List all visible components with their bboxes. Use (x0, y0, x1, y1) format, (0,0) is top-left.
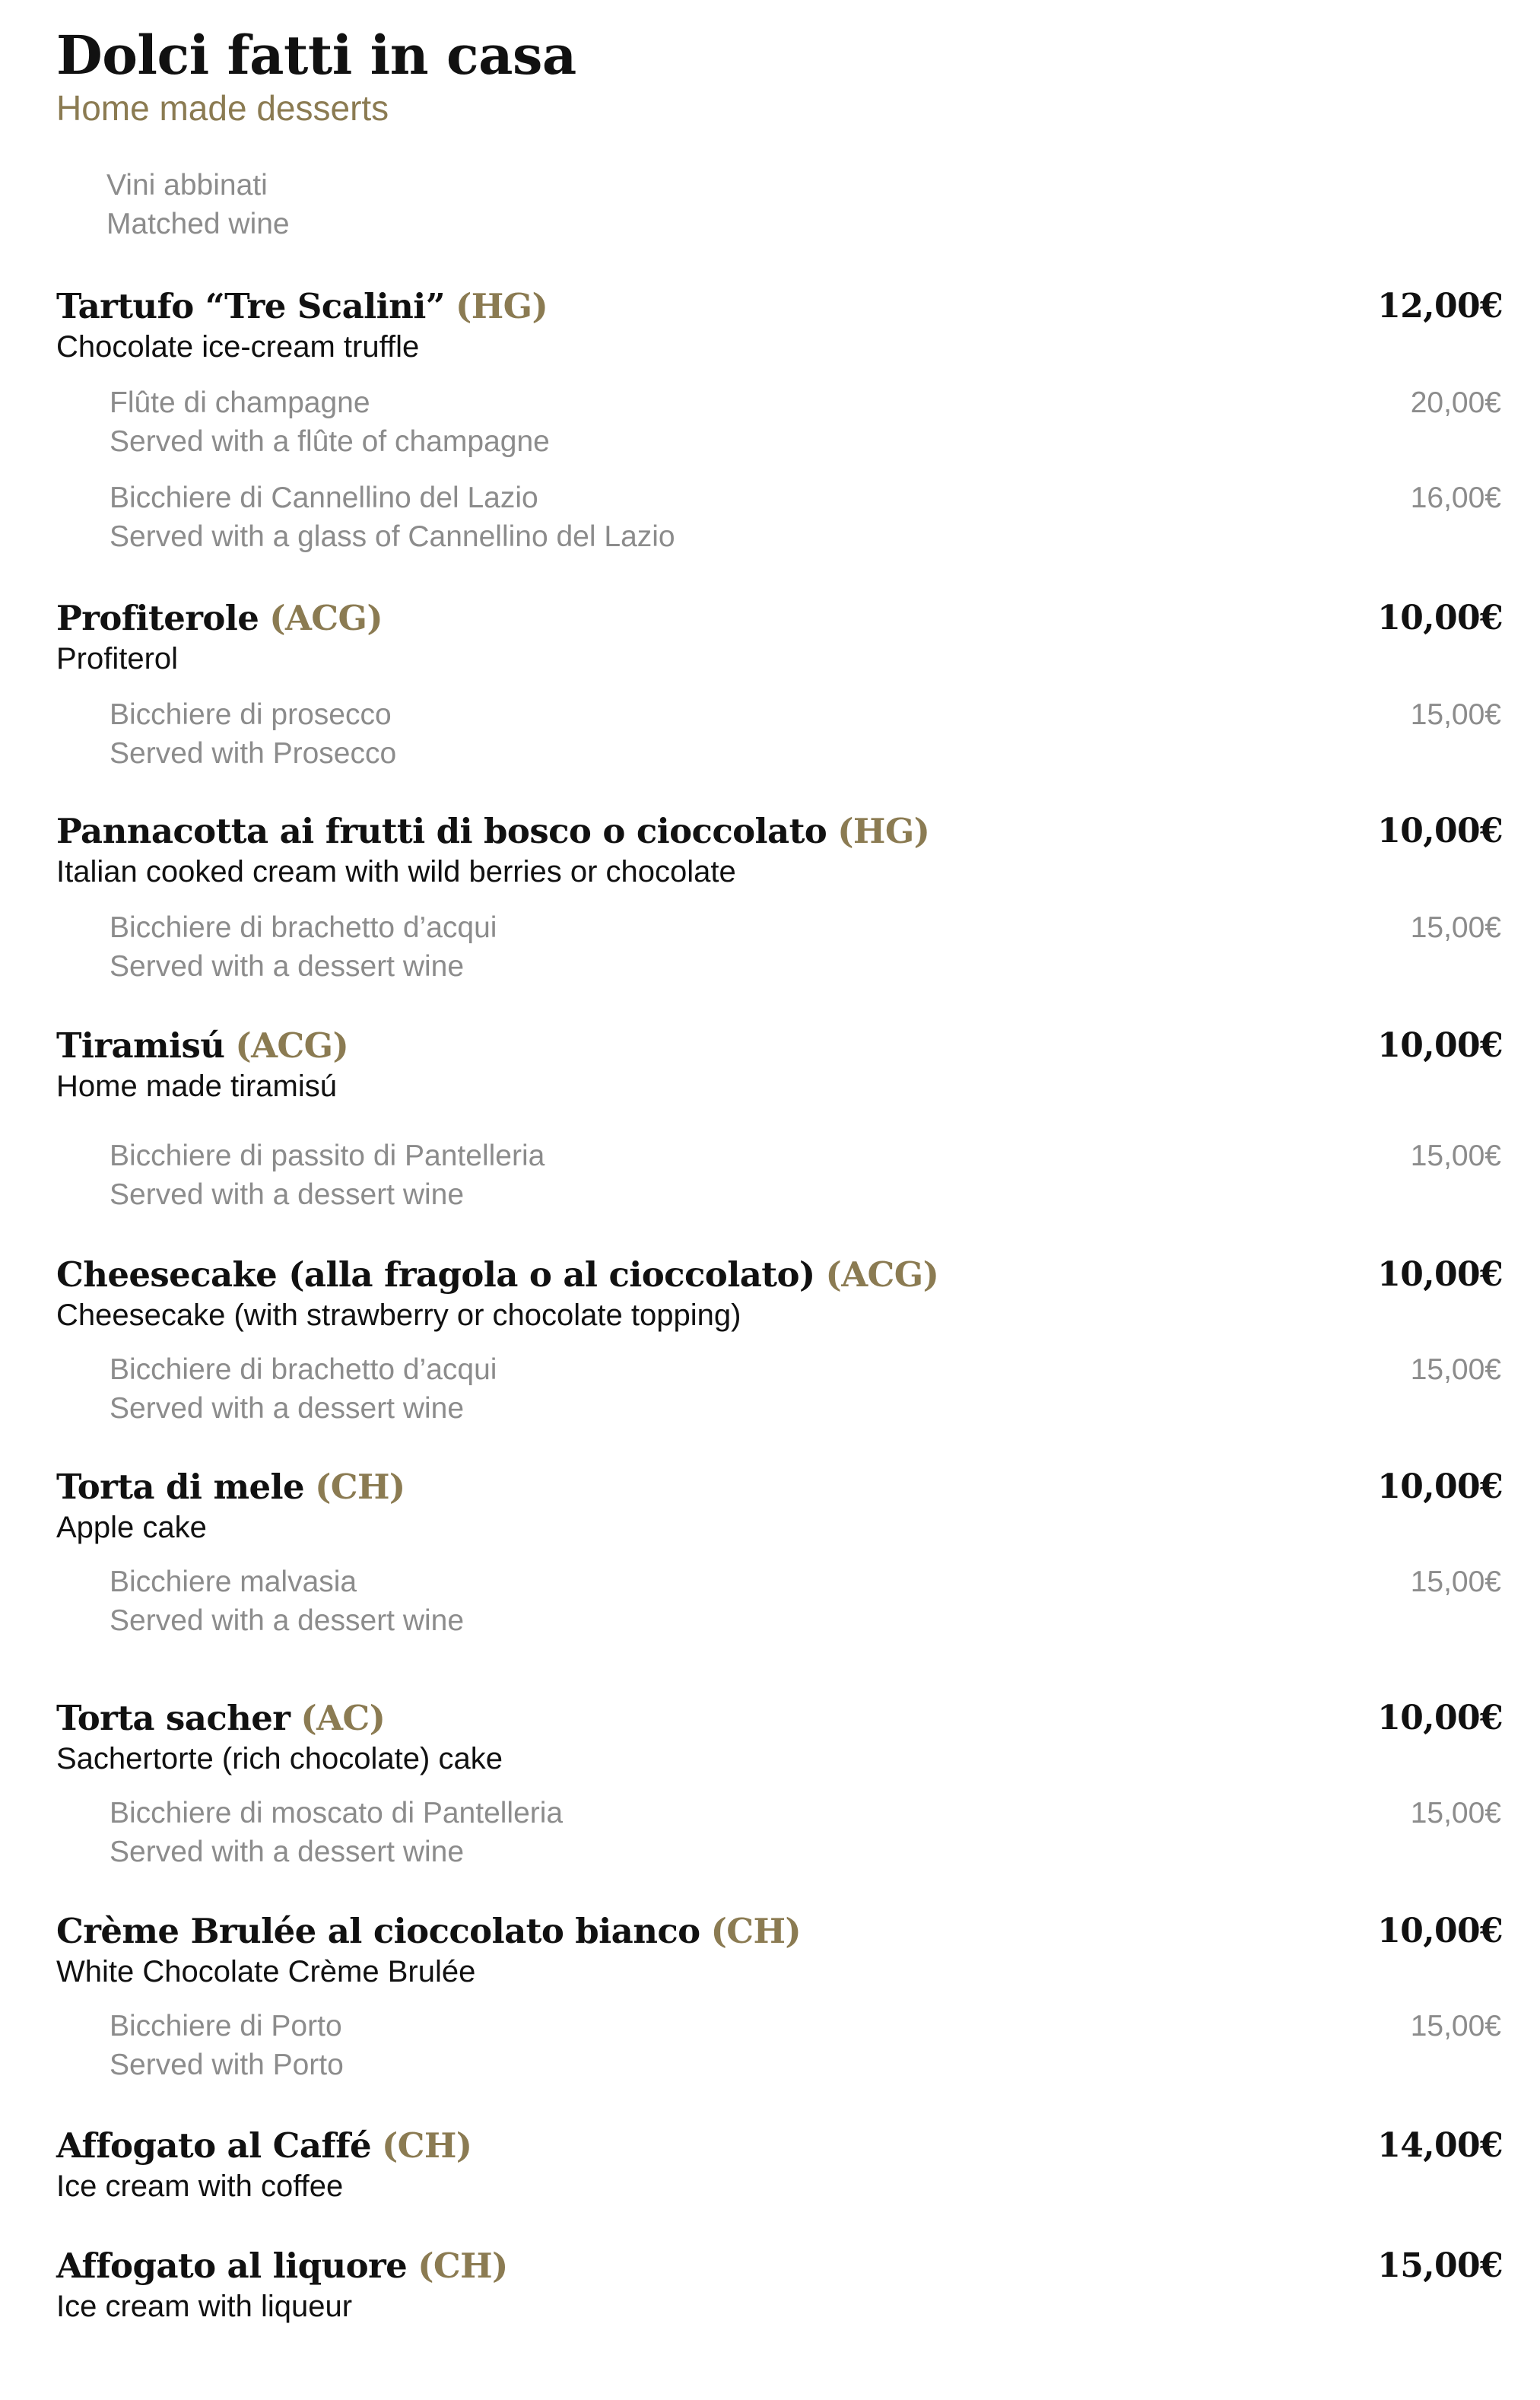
wine-price: 15,00€ (1410, 1353, 1501, 1386)
wine-pairing (110, 1350, 1501, 1429)
item-description: Ice cream with liqueur (56, 2290, 353, 2323)
item-name: Affogato al Caffé (56, 2125, 371, 2166)
wine-price: 15,00€ (1410, 911, 1501, 944)
item-price: 10,00€ (1377, 812, 1503, 850)
menu-item-header (56, 283, 1503, 330)
wine-name-italian: Bicchiere malvasia (110, 1566, 357, 1598)
wine-name-italian: Bicchiere di brachetto d’acqui (110, 911, 497, 944)
menu-item-header (56, 1022, 1503, 1070)
wine-name-english: Served with Porto (110, 2049, 344, 2081)
item-description: Sachertorte (rich chocolate) cake (56, 1742, 503, 1775)
allergen-code: (ACG) (825, 1254, 939, 1295)
item-description: Apple cake (56, 1511, 207, 1544)
allergen-code: (ACG) (235, 1025, 349, 1066)
menu-item-header (56, 1251, 1503, 1299)
wine-name-italian: Bicchiere di brachetto d’acqui (110, 1353, 497, 1386)
wine-price: 15,00€ (1410, 1797, 1501, 1829)
item-description: Cheesecake (with strawberry or chocolate topping) (56, 1299, 741, 1332)
item-description: Italian cooked cream with wild berries or chocolate (56, 855, 736, 888)
wine-name-english: Served with a dessert wine (110, 950, 465, 983)
wine-pairing (110, 1136, 1501, 1216)
allergen-code: (CH) (710, 1911, 802, 1951)
item-name: Cheesecake (alla fragola o al cioccolato) (56, 1254, 815, 1295)
wine-price: 15,00€ (1410, 698, 1501, 731)
wine-pairing (110, 908, 1501, 987)
item-price: 10,00€ (1377, 1026, 1503, 1065)
item-name: Tiramisú (56, 1025, 225, 1066)
item-name: Torta di mele (56, 1467, 305, 1507)
wine-pairing (110, 1794, 1501, 1873)
item-description: White Chocolate Crème Brulée (56, 1955, 476, 1988)
wine-name-english: Served with Prosecco (110, 737, 397, 770)
item-name: Crème Brulée al cioccolato bianco (56, 1911, 700, 1951)
wine-name-italian: Bicchiere di moscato di Pantelleria (110, 1797, 564, 1829)
wine-name-english: Served with a glass of Cannellino del Lazio (110, 520, 675, 553)
allergen-code: (AC) (300, 1698, 386, 1738)
allergen-code: (CH) (381, 2125, 472, 2166)
item-price: 10,00€ (1377, 1255, 1503, 1294)
wine-price: 15,00€ (1410, 1566, 1501, 1598)
wine-pairing (110, 2007, 1501, 2086)
item-price: 10,00€ (1377, 599, 1503, 637)
wine-price: 15,00€ (1410, 1140, 1501, 1172)
wine-legend-english: Matched wine (106, 208, 290, 240)
wine-pairing (110, 1562, 1501, 1642)
wine-price: 20,00€ (1410, 386, 1501, 419)
wine-name-italian: Bicchiere di prosecco (110, 698, 392, 731)
wine-legend-italian: Vini abbinati (106, 169, 268, 202)
wine-name-english: Served with a dessert wine (110, 1392, 465, 1425)
item-name: Pannacotta ai frutti di bosco o cioccolato (56, 811, 827, 851)
menu-item-header (56, 1695, 1503, 1742)
allergen-code: (HG) (837, 811, 930, 851)
allergen-code: (ACG) (269, 598, 383, 638)
menu-item-header (56, 808, 1503, 855)
item-description: Chocolate ice-cream truffle (56, 330, 420, 364)
item-description: Profiterol (56, 642, 179, 675)
wine-price: 15,00€ (1410, 2010, 1501, 2042)
item-name: Affogato al liquore (56, 2246, 408, 2286)
item-price: 14,00€ (1377, 2126, 1503, 2165)
item-price: 10,00€ (1377, 1699, 1503, 1737)
menu-item-header (56, 2122, 1503, 2170)
wine-pairing (110, 383, 1501, 463)
wine-pairing (110, 478, 1501, 558)
item-price: 12,00€ (1377, 287, 1503, 326)
item-name: Torta sacher (56, 1698, 291, 1738)
wine-price: 16,00€ (1410, 482, 1501, 514)
menu-item-header (56, 595, 1503, 642)
wine-name-italian: Flûte di champagne (110, 386, 370, 419)
page-subtitle: Home made desserts (56, 88, 389, 128)
item-price: 10,00€ (1377, 1467, 1503, 1506)
allergen-code: (CH) (315, 1467, 405, 1507)
wine-name-italian: Bicchiere di passito di Pantelleria (110, 1140, 545, 1172)
wine-name-english: Served with a dessert wine (110, 1604, 465, 1637)
wine-legend (106, 166, 290, 243)
item-price: 10,00€ (1377, 1912, 1503, 1950)
menu-item-header (56, 1908, 1503, 1955)
wine-name-english: Served with a dessert wine (110, 1178, 465, 1211)
wine-name-italian: Bicchiere di Cannellino del Lazio (110, 482, 538, 514)
menu-item-header (56, 1464, 1503, 1511)
wine-name-english: Served with a flûte of champagne (110, 425, 550, 458)
menu-item-header (56, 2243, 1503, 2290)
wine-pairing (110, 695, 1501, 774)
item-name: Profiterole (56, 598, 259, 638)
wine-name-english: Served with a dessert wine (110, 1836, 465, 1868)
item-price: 15,00€ (1377, 2246, 1503, 2285)
item-description: Ice cream with coffee (56, 2170, 344, 2203)
page-title: Dolci fatti in casa (56, 24, 576, 87)
allergen-code: (CH) (418, 2246, 508, 2286)
item-name: Tartufo “Tre Scalini” (56, 286, 446, 326)
wine-name-italian: Bicchiere di Porto (110, 2010, 342, 2042)
allergen-code: (HG) (456, 286, 548, 326)
item-description: Home made tiramisú (56, 1070, 338, 1103)
